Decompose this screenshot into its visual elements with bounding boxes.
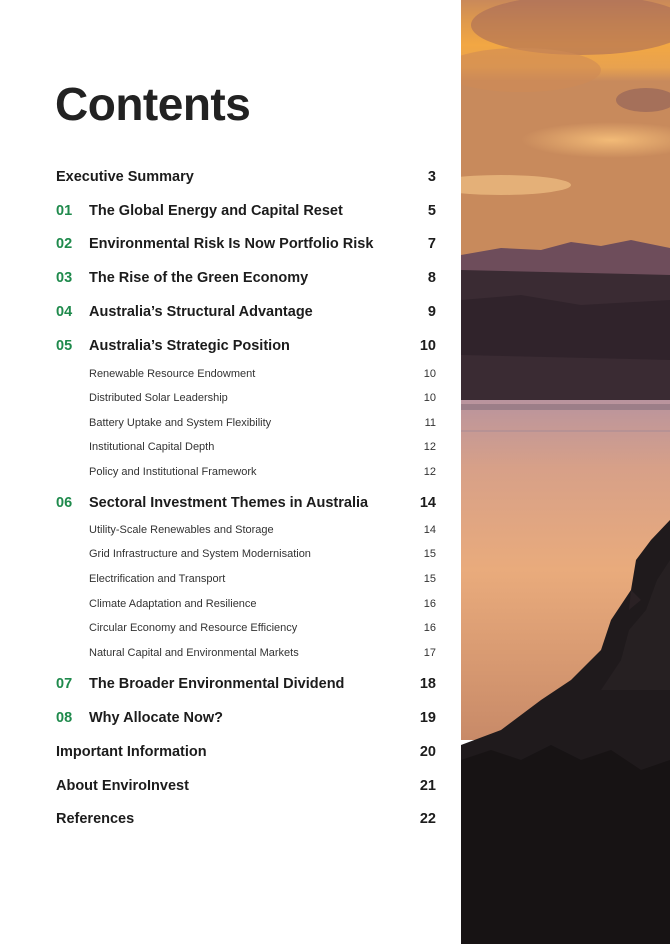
toc-subentry[interactable] — [89, 415, 436, 431]
toc-subentry-page: 10 — [423, 368, 436, 380]
toc-subentry-label: Distributed Solar Leadership — [89, 392, 228, 404]
toc-entry-page: 9 — [427, 304, 436, 320]
toc-entry-page: 3 — [427, 169, 436, 185]
toc-entry-label: About EnviroInvest — [56, 778, 189, 794]
toc-subentry[interactable] — [89, 390, 436, 406]
toc-entry-executive-summary[interactable] — [56, 166, 436, 188]
toc-entry-page: 21 — [419, 778, 436, 794]
toc-subentry-page: 14 — [423, 524, 436, 536]
toc-subentry[interactable] — [89, 596, 436, 612]
toc-entry-page: 7 — [427, 236, 436, 252]
toc-subentry-page: 10 — [423, 392, 436, 404]
toc-entry-label: Australia’s Strategic Position — [89, 338, 290, 354]
toc-subentry-label: Battery Uptake and System Flexibility — [89, 417, 272, 429]
toc-entry-label: Australia’s Structural Advantage — [89, 304, 313, 320]
toc-subentry-label: Utility-Scale Renewables and Storage — [89, 524, 274, 536]
toc-subentry-label: Institutional Capital Depth — [89, 441, 215, 453]
toc-entry-label: References — [56, 811, 135, 827]
toc-entry-section-06[interactable] — [56, 492, 436, 514]
toc-entry-important-information[interactable] — [56, 741, 436, 763]
toc-section-number: 01 — [56, 203, 73, 219]
toc-section-number: 08 — [56, 710, 73, 726]
toc-section-number: 03 — [56, 270, 73, 286]
toc-entry-page: 14 — [419, 495, 436, 511]
toc-entry-page: 5 — [427, 203, 436, 219]
toc-subentry[interactable] — [89, 620, 436, 636]
toc-entry-label: Why Allocate Now? — [89, 710, 223, 726]
toc-entry-section-03[interactable] — [56, 267, 436, 289]
toc-entry-about[interactable] — [56, 775, 436, 797]
toc-subentry-page: 17 — [423, 647, 436, 659]
toc-entry-references[interactable] — [56, 808, 436, 830]
toc-subentry-label: Circular Economy and Resource Efficiency — [89, 622, 298, 634]
toc-entry-label: Important Information — [56, 744, 207, 760]
toc-subentry[interactable] — [89, 571, 436, 587]
toc-section-number: 02 — [56, 236, 73, 252]
toc-entry-label: Executive Summary — [56, 169, 194, 185]
toc-entry-page: 8 — [427, 270, 436, 286]
toc-subentry[interactable] — [89, 366, 436, 382]
toc-subentry[interactable] — [89, 645, 436, 661]
toc-entry-section-05[interactable] — [56, 335, 436, 357]
toc-subentry[interactable] — [89, 464, 436, 480]
toc-entry-label: The Broader Environmental Dividend — [89, 676, 345, 692]
toc-subentry-label: Grid Infrastructure and System Modernisation — [89, 548, 311, 560]
toc-entry-label: The Rise of the Green Economy — [89, 270, 309, 286]
toc-subentry[interactable] — [89, 546, 436, 562]
toc-section-number: 05 — [56, 338, 73, 354]
toc-subentry-page: 12 — [423, 466, 436, 478]
toc-entry-section-07[interactable] — [56, 673, 436, 695]
toc-subentry-label: Climate Adaptation and Resilience — [89, 598, 257, 610]
toc-subentry-page: 16 — [423, 622, 436, 634]
toc-subentry-label: Renewable Resource Endowment — [89, 368, 256, 380]
toc-entry-label: Environmental Risk Is Now Portfolio Risk — [89, 236, 374, 252]
toc-subentry-page: 16 — [423, 598, 436, 610]
toc-subentry-label: Natural Capital and Environmental Markets — [89, 647, 299, 659]
toc-entry-page: 10 — [419, 338, 436, 354]
toc-subentry[interactable] — [89, 522, 436, 538]
toc-subentry[interactable] — [89, 439, 436, 455]
toc-subentry-label: Electrification and Transport — [89, 573, 226, 585]
toc-entry-section-04[interactable] — [56, 301, 436, 323]
toc-section-number: 04 — [56, 304, 73, 320]
toc-section-number: 06 — [56, 495, 73, 511]
toc-subentry-page: 11 — [424, 417, 436, 429]
toc-subentry-page: 12 — [423, 441, 436, 453]
toc-entry-section-08[interactable] — [56, 707, 436, 729]
toc-entry-label: The Global Energy and Capital Reset — [89, 203, 343, 219]
toc-entry-section-01[interactable] — [56, 200, 436, 222]
toc-entry-label: Sectoral Investment Themes in Australia — [89, 495, 369, 511]
toc-entry-page: 18 — [419, 676, 436, 692]
toc-subentry-page: 15 — [423, 573, 436, 585]
toc-subentry-label: Policy and Institutional Framework — [89, 466, 257, 478]
toc-entry-page: 19 — [419, 710, 436, 726]
toc-entry-section-02[interactable] — [56, 233, 436, 255]
toc-subentry-page: 15 — [423, 548, 436, 560]
toc-entry-page: 22 — [419, 811, 436, 827]
sunset-lake-photo — [461, 0, 670, 944]
page-title: Contents — [55, 78, 251, 130]
toc-section-number: 07 — [56, 676, 73, 692]
toc-entry-page: 20 — [419, 744, 436, 760]
